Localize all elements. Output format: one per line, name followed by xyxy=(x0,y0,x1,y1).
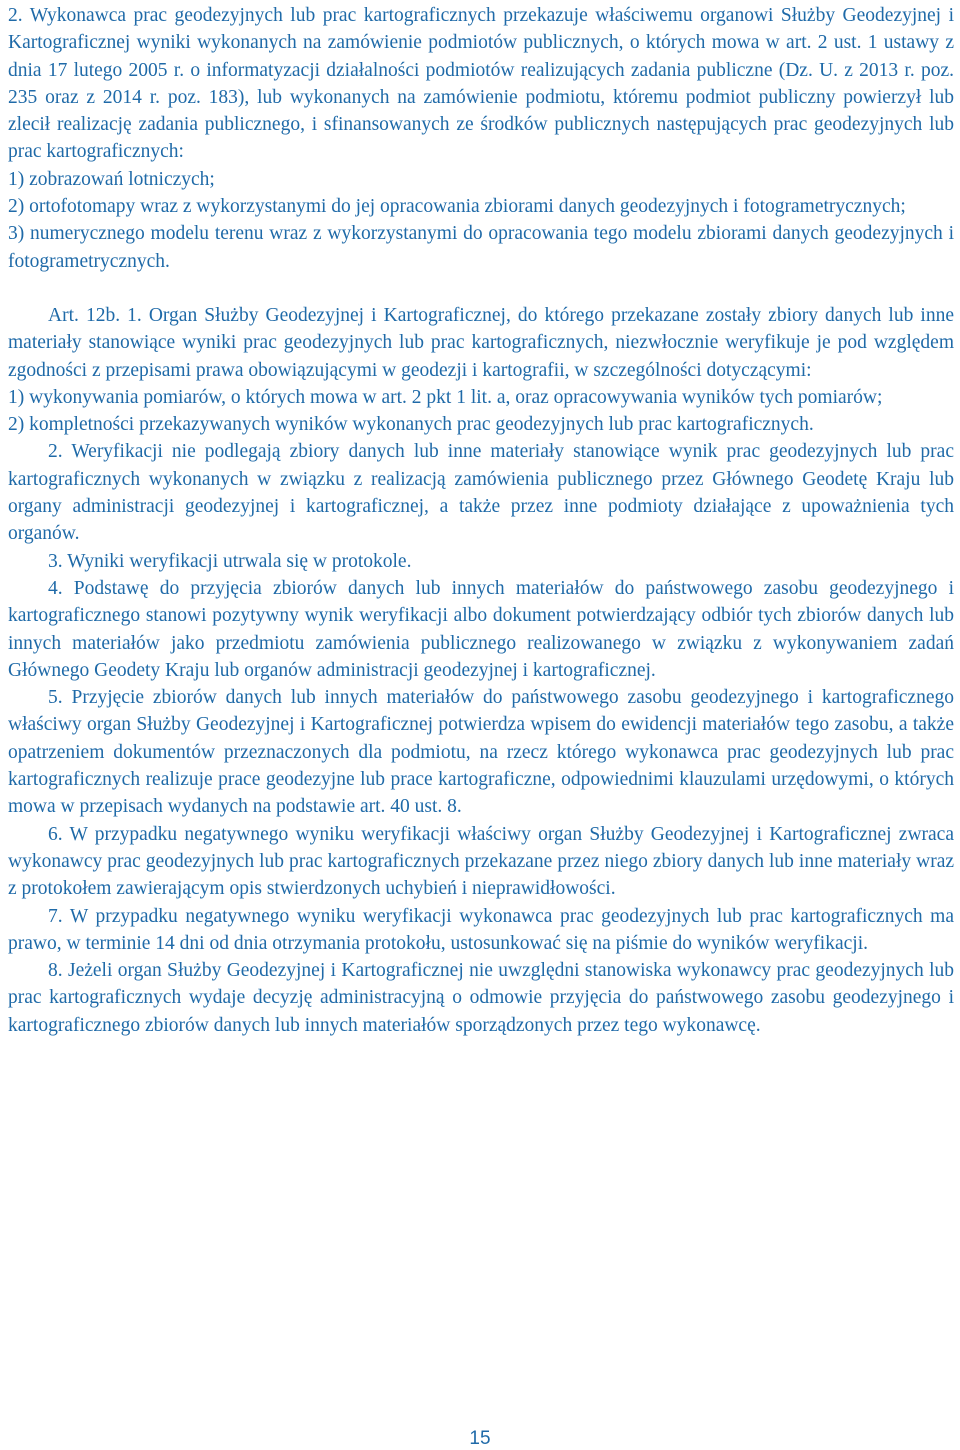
article-list-item-2: 2) kompletności przekazywanych wyników wykonanych prac geodezyjnych lub prac kartograficznych. xyxy=(8,414,814,436)
article-12b-heading-paragraph: Art. 12b. 1. Organ Służby Geodezyjnej i Kartograficznej, do którego przekazane zostały zbiory danych lub inne materiały stanowiące wyniki prac geodezyjnych lub prac kartograficznych, niezwłocznie weryfikuje je pod względem zgodności z przepisami prawa obowiązującymi w geodezji i kartografii, w szczególności dotyczącymi: xyxy=(8,304,954,381)
page-number: 15 xyxy=(469,1428,491,1449)
section-6: 6. W przypadku negatywnego wyniku weryfikacji właściwy organ Służby Geodezyjnej i Kartograficznej zwraca wykonawcy prac geodezyjnych lub prac kartograficznych przekazane przez niego zbiory danych lub inne materiały wraz z protokołem zawierającym opis stwierdzonych uchybień i nieprawidłowości. xyxy=(8,823,954,900)
list-item-2: 2) ortofotomapy wraz z wykorzystanymi do jej opracowania zbiorami danych geodezyjnych i fotogrametrycznych; xyxy=(8,196,906,218)
spacer xyxy=(8,275,954,302)
list-item-3: 3) numerycznego modelu terenu wraz z wykorzystanymi do opracowania tego modelu zbiorami danych geodezyjnych i fotogrametrycznych. xyxy=(8,223,954,272)
paragraph-2: 2. Wykonawca prac geodezyjnych lub prac kartograficznych przekazuje właściwemu organowi Służby Geodezyjnej i Kartograficznej wyniki wykonanych na zamówienie podmiotów publicznych, o których mowa w art. 2 ust. 1 ustawy z dnia 17 lutego 2005 r. o informatyzacji działalności podmiotów realizujących zadania publiczne (Dz. U. z 2013 r. poz. 235 oraz z 2014 r. poz. 183), lub wykonanych na zamówienie podmiotu, któremu podmiot publiczny powierzył lub zlecił realizację zadania publicznego, i sfinansowanych ze środków publicznych następujących prac geodezyjnych lub prac kartograficznych: xyxy=(8,5,954,163)
section-3: 3. Wyniki weryfikacji utrwala się w protokole. xyxy=(48,550,412,572)
section-7: 7. W przypadku negatywnego wyniku weryfikacji wykonawca prac geodezyjnych lub prac kartograficznych ma prawo, w terminie 14 dni od dnia otrzymania protokołu, ustosunkować się na piśmie do wyników weryfikacji. xyxy=(8,905,954,954)
section-4: 4. Podstawę do przyjęcia zbiorów danych lub innych materiałów do państwowego zasobu geodezyjnego i kartograficznego stanowi pozytywny wynik weryfikacji albo dokument potwierdzający odbiór tych zbiorów danych lub innych materiałów jako przedmiotu zamówienia publicznego realizowanego w związku z wykonywaniem zadań Głównego Geodety Kraju lub organów administracji geodezyjnej i kartograficznej. xyxy=(8,577,954,681)
document-page xyxy=(8,0,954,1039)
article-list-item-1: 1) wykonywania pomiarów, o których mowa w art. 2 pkt 1 lit. a, oraz opracowywania wyników tych pomiarów; xyxy=(8,386,883,408)
section-5: 5. Przyjęcie zbiorów danych lub innych materiałów do państwowego zasobu geodezyjnego i kartograficznego właściwy organ Służby Geodezyjnej i Kartograficznej potwierdza wpisem do ewidencji materiałów tego zasobu, a także opatrzeniem dokumentów przeznaczonych dla podmiotu, na rzecz którego wykonawca prac geodezyjnych lub prac kartograficznych realizuje prace geodezyjne lub prace kartograficzne, odpowiednimi klauzulami urzędowymi, o których mowa w przepisach wydanych na podstawie art. 40 ust. 8. xyxy=(8,687,954,818)
section-2: 2. Weryfikacji nie podlegają zbiory danych lub inne materiały stanowiące wynik prac geodezyjnych lub prac kartograficznych wykonanych w związku z realizacją zamówienia publicznego przez Głównego Geodetę Kraju lub organy administracji geodezyjnej i kartograficznej, a także przez inne podmioty działające z upoważnienia tych organów. xyxy=(8,441,954,545)
section-8: 8. Jeżeli organ Służby Geodezyjnej i Kartograficznej nie uwzględni stanowiska wykonawcy prac geodezyjnych lub prac kartograficznych wydaje decyzję administracyjną o odmowie przyjęcia do państwowego zasobu geodezyjnego i kartograficznego zbiorów danych lub innych materiałów sporządzonych przez tego wykonawcę. xyxy=(8,960,954,1036)
list-item-1: 1) zobrazowań lotniczych; xyxy=(8,168,215,190)
